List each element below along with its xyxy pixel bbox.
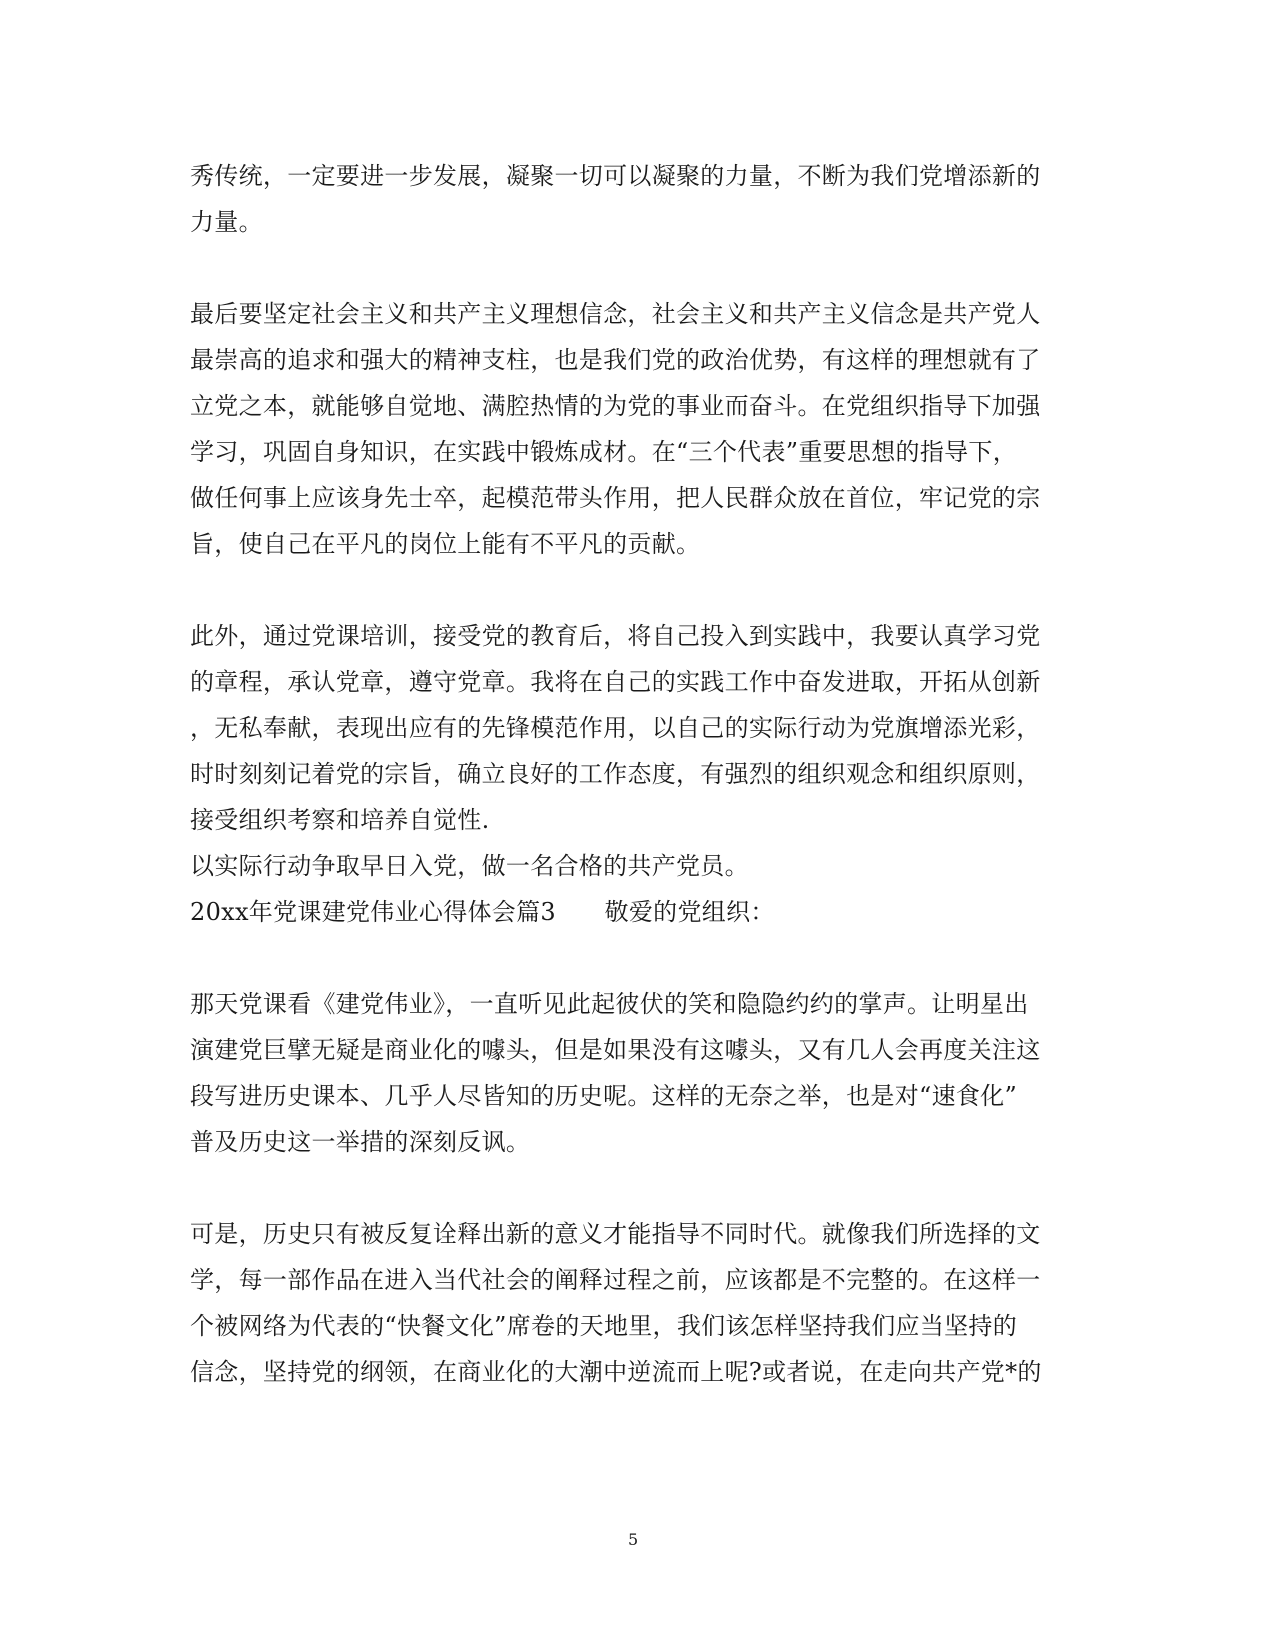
text-line: 演建党巨擘无疑是商业化的噱头，但是如果没有这噱头，又有几人会再度关注这 [190, 1036, 1041, 1064]
text-line: 力量。 [190, 208, 263, 236]
text-line: 以实际行动争取早日入党，做一名合格的共产党员。 [190, 852, 749, 880]
text-line: 时时刻刻记着党的宗旨，确立良好的工作态度，有强烈的组织观念和组织原则， [190, 760, 1041, 788]
text-line: 信念，坚持党的纲领，在商业化的大潮中逆流而上呢?或者说，在走向共产党*的 [190, 1358, 1042, 1386]
text-line: 最后要坚定社会主义和共产主义理想信念，社会主义和共产主义信念是共产党人 [190, 300, 1041, 328]
text-line: 个被网络为代表的“快餐文化”席卷的天地里，我们该怎样坚持我们应当坚持的 [190, 1312, 1018, 1340]
section-heading: 20xx年党课建党伟业心得体会篇3 敬爱的党组织： [190, 898, 775, 926]
text-line: 学，每一部作品在进入当代社会的阐释过程之前，应该都是不完整的。在这样一 [190, 1266, 1041, 1294]
text-line: ，无私奉献，表现出应有的先锋模范作用，以自己的实际行动为党旗增添光彩， [190, 714, 1041, 742]
text-line: 接受组织考察和培养自觉性. [190, 806, 490, 834]
text-line: 做任何事上应该身先士卒，起模范带头作用，把人民群众放在首位，牢记党的宗 [190, 484, 1041, 512]
page-number: 5 [628, 1530, 639, 1549]
text-line: 秀传统，一定要进一步发展，凝聚一切可以凝聚的力量，不断为我们党增添新的 [190, 162, 1041, 190]
text-line: 旨，使自己在平凡的岗位上能有不平凡的贡献。 [190, 530, 701, 558]
text-line: 此外，通过党课培训，接受党的教育后，将自己投入到实践中，我要认真学习党 [190, 622, 1041, 650]
text-line: 的章程，承认党章，遵守党章。我将在自己的实践工作中奋发进取，开拓从创新 [190, 668, 1041, 696]
text-line: 那天党课看《建党伟业》，一直听见此起彼伏的笑和隐隐约约的掌声。让明星出 [190, 990, 1029, 1018]
text-line: 段写进历史课本、几乎人尽皆知的历史呢。这样的无奈之举，也是对“速食化” [190, 1082, 1018, 1110]
text-line: 立党之本，就能够自觉地、满腔热情的为党的事业而奋斗。在党组织指导下加强 [190, 392, 1041, 420]
text-line: 最崇高的追求和强大的精神支柱，也是我们党的政治优势，有这样的理想就有了 [190, 346, 1041, 374]
text-line: 可是，历史只有被反复诠释出新的意义才能指导不同时代。就像我们所选择的文 [190, 1220, 1041, 1248]
text-line: 普及历史这一举措的深刻反讽。 [190, 1128, 531, 1156]
text-line: 学习，巩固自身知识，在实践中锻炼成材。在“三个代表”重要思想的指导下， [190, 438, 1018, 466]
